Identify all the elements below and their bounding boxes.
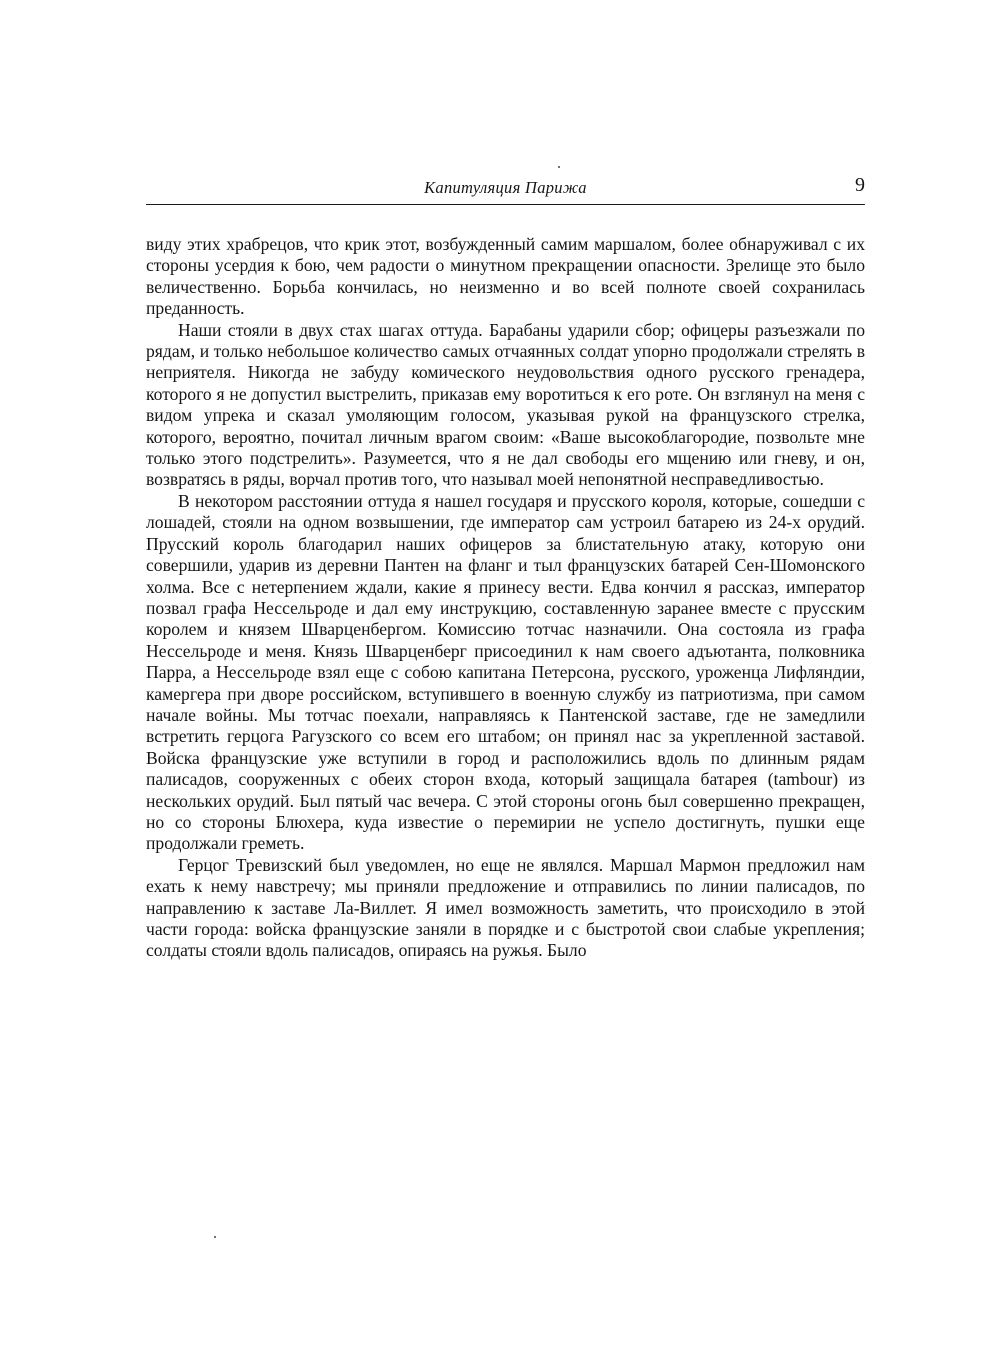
paragraph-3: В некотором расстоянии оттуда я нашел государя и прусского короля, которые, сошедши с лошадей, стояли на одном возвышении, где император сам устроил батарею из 24-х орудий. Прусский король благодарил наших офицеров за блистательную атаку, которую они совершили, ударив из деревни Пантен на фланг и тыл французских батарей Сен-Шомонского холма. Все с нетерпением ждали, какие я принесу вести. Едва кончил я рассказ, император позвал графа Нессельроде и дал ему инструкцию, составленную заранее вместе с прусским королем и князем Шварценбергом. Комиссию тотчас назначили. Она состояла из графа Нессельроде и меня. Князь Шварценберг присоединил к нам своего адъютанта, полковника Парра, а Нессельроде взял еще с собою капитана Петерсона, русского, уроженца Лифляндии, камергера при дворе российском, вступившего в военную службу из патриотизма, при самом начале войны. Мы тотчас поехали, направляясь к Пантенской заставе, где не замедлили встретить герцога Рагузского со всем его штабом; он принял нас за укрепленной заставой. Войска французские уже вступили в город и расположились вдоль по длинным рядам палисадов, сооруженных с обеих сторон входа, который защищала батарея (tambour) из нескольких орудий. Был пятый час вечера. С этой стороны огонь был совершенно прекращен, но со стороны Блюхера, куда известие о перемирии не успело достигнуть, пушки еще продолжали греметь. xyxy=(146,490,865,854)
print-speck xyxy=(558,166,560,168)
running-title: Капитуляция Парижа xyxy=(424,178,587,197)
body-text xyxy=(146,234,865,962)
running-head xyxy=(146,172,865,205)
paragraph-2: Наши стояли в двух стах шагах оттуда. Барабаны ударили сбор; офицеры разъезжали по рядам, и только небольшое количество самых отчаянных солдат упорно продолжали стрелять в неприятеля. Никогда не забуду комического неудовольствия одного русского гренадера, которого я не допустил выстрелить, приказав ему воротиться к его роте. Он взглянул на меня с видом упрека и сказал умоляющим голосом, указывая рукой на французского стрелка, которого, вероятно, почитал личным врагом своим: «Ваше высокоблагородие, позвольте мне только этого подстрелить». Разумеется, что я не дал свободы его мщению или гневу, и он, возвратясь в ряды, ворчал против того, что называл моей непонятной несправедливостью. xyxy=(146,319,865,490)
page-number: 9 xyxy=(855,174,865,196)
paragraph-1: виду этих храбрецов, что крик этот, возбужденный самим маршалом, более обнаруживал с их стороны усердия к бою, чем радости о минутном прекращении опасности. Зрелище это было величественно. Борьба кончилась, но неизменно и во всей полноте своей сохранилась преданность. xyxy=(146,234,865,319)
print-speck xyxy=(214,1236,216,1238)
paragraph-4: Герцог Тревизский был уведомлен, но еще не являлся. Маршал Мармон предложил нам ехать к нему навстречу; мы приняли предложение и отправились по линии палисадов, по направлению к заставе Ла-Виллет. Я имел возможность заметить, что происходило в этой части города: войска французские заняли в порядке и с быстротой свои слабые укрепления; солдаты стояли вдоль палисадов, опираясь на ружья. Было xyxy=(146,854,865,961)
